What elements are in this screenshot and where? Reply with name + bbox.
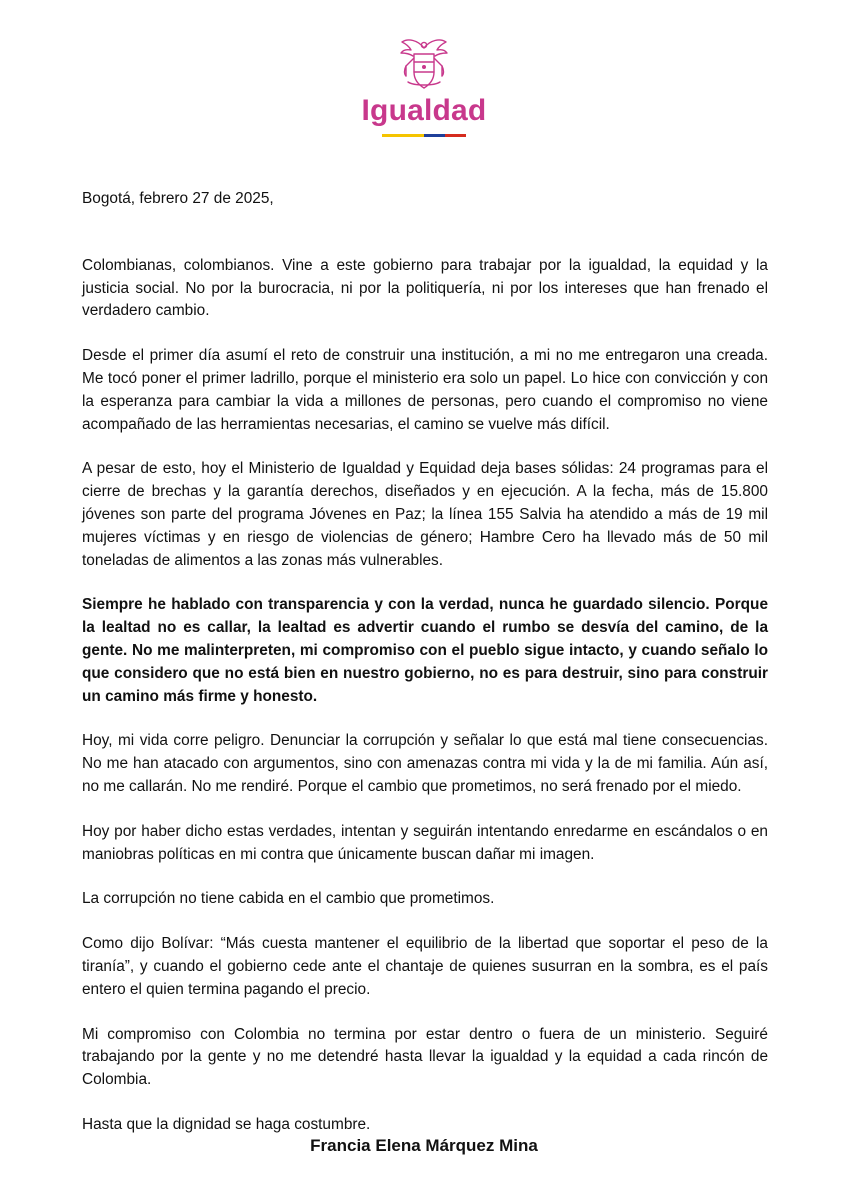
- paragraph: Como dijo Bolívar: “Más cuesta mantener el equilibrio de la libertad que soportar el peso de la tiranía”, y cuando el gobierno cede ante el chantaje de quienes susurran en la sombra, es el país entero el quien termina pagando el precio.: [82, 935, 768, 998]
- paragraph: Desde el primer día asumí el reto de construir una institución, a mi no me entregaron una creada. Me tocó poner el primer ladrillo, porque el ministerio era solo un papel. Lo hice con convicción y con la esperanza para cambiar la vida a millones de personas, pero cuando el compromiso no viene acompañado de las herramientas necesarias, el camino se vuelve más difícil.: [82, 347, 768, 433]
- brand-name: Igualdad: [361, 94, 487, 127]
- paragraph: Hoy, mi vida corre peligro. Denunciar la corrupción y señalar lo que está mal tiene consecuencias. No me han atacado con argumentos, sino con amenazas contra mi vida y la de mi familia. Aún así, no me callarán. No me rendiré. Porque el cambio que prometimos, no será frenado por el miedo.: [82, 732, 768, 795]
- signature-name: Francia Elena Márquez Mina: [310, 1136, 538, 1155]
- paragraph: A pesar de esto, hoy el Ministerio de Igualdad y Equidad deja bases sólidas: 24 programas para el cierre de brechas y la garantía derechos, diseñados y en ejecución. A la fecha, más de 15.800 jóvenes son parte del programa Jóvenes en Paz; la línea 155 Salvia ha atendido a más de 19 mil mujeres víctimas y en riesgo de violencias de género; Hambre Cero ha llevado más de 50 mil toneladas de alimentos a las zonas más vulnerables.: [82, 460, 768, 569]
- paragraph: La corrupción no tiene cabida en el cambio que prometimos.: [82, 890, 495, 908]
- paragraph: Colombianas, colombianos. Vine a este gobierno para trabajar por la igualdad, la equidad y la justicia social. No por la burocracia, ni por la politiquería, ni por los intereses que han frenado el verdadero cambio.: [82, 256, 768, 320]
- colombia-flag-bar: [382, 134, 466, 137]
- paragraph: Mi compromiso con Colombia no termina por estar dentro o fuera de un ministerio. Seguiré trabajando por la gente y no me detendré hasta llevar la igualdad y la equidad a cada rincón de Colombia.: [82, 1025, 768, 1089]
- paragraph: Hasta que la dignidad se haga costumbre.: [82, 1115, 371, 1133]
- paragraph-bold: Siempre he hablado con transparencia y con la verdad, nunca he guardado silencio. Porque la lealtad no es callar, la lealtad es advertir cuando el rumbo se desvía del camino, de la gente. No me malinterpreten, mi compromiso con el pueblo sigue intacto, y cuando señalo lo que considero que no está bien en nuestro gobierno, no es para destruir, sino para construir un camino más firme y honesto.: [82, 596, 768, 705]
- letter-body: [82, 188, 768, 1159]
- letterhead: [0, 36, 848, 137]
- letter-date: Bogotá, febrero 27 de 2025,: [82, 190, 274, 207]
- coat-of-arms-icon: [394, 36, 454, 94]
- paragraph: Hoy por haber dicho estas verdades, intentan y seguirán intentando enredarme en escándalos o en maniobras políticas en mi contra que únicamente buscan dañar mi imagen.: [82, 822, 768, 863]
